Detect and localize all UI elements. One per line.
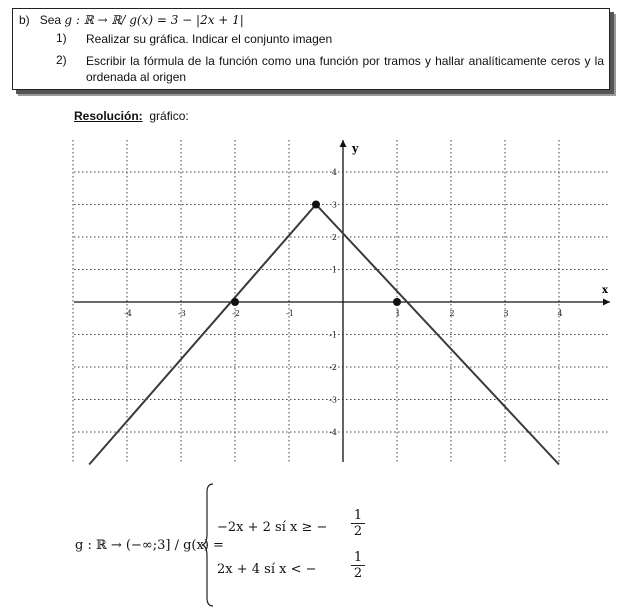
grid-lines (73, 140, 610, 462)
x-axis-label: x (602, 285, 608, 296)
y-axis-arrow (340, 140, 347, 147)
y-tick-label: -3 (329, 395, 337, 405)
resolution-text: gráfico: (149, 109, 189, 123)
case-2-numerator: 1 (353, 550, 363, 565)
y-tick-label: -1 (329, 330, 337, 340)
key-point (312, 201, 320, 209)
item-1-number: 1) (56, 31, 67, 45)
case-2-expression: 2x + 4 sí x < − (217, 562, 317, 577)
y-tick-label: 2 (331, 233, 337, 242)
resolution-label: Resolución: (74, 109, 143, 123)
case-1-fraction (351, 508, 365, 539)
x-tick-label: -2 (232, 309, 240, 318)
case-1-expression: −2x + 2 sí x ≥ − (217, 520, 328, 535)
item-2-text-line2: ordenada al origen (86, 70, 187, 84)
x-tick-label: 4 (557, 309, 563, 318)
graph-points (231, 201, 401, 307)
item-2-number: 2) (56, 53, 67, 67)
x-tick-label: 1 (395, 309, 401, 318)
case-2-denominator: 2 (351, 565, 365, 581)
y-axis-label: y (352, 142, 359, 155)
axes (74, 140, 610, 462)
x-tick-label: -4 (124, 309, 132, 318)
key-point (393, 298, 401, 306)
x-tick-label: -3 (178, 309, 186, 318)
key-point (231, 298, 239, 306)
piecewise-formula (75, 482, 395, 608)
problem-intro: Sea (39, 13, 62, 27)
y-tick-label: 4 (331, 168, 337, 177)
x-tick-label: 2 (449, 309, 455, 318)
x-tick-label: 3 (503, 309, 509, 318)
y-tick-label: -2 (329, 363, 337, 372)
x-axis-arrow (603, 299, 610, 306)
x-tick-label: -1 (286, 309, 294, 318)
y-tick-label: -4 (329, 428, 337, 437)
problem-label: b) (19, 13, 30, 27)
y-tick-label: 3 (331, 200, 337, 210)
item-1-text: Realizar su gráfica. Indicar el conjunto imagen (86, 32, 333, 46)
graph-series (89, 205, 559, 465)
case-2-fraction (351, 550, 365, 581)
left-brace (201, 482, 215, 608)
y-tick-label: 1 (331, 265, 337, 275)
formula-lhs: g : ℝ → (−∞;3] / g(x) = (75, 538, 224, 553)
case-1-numerator: 1 (353, 508, 363, 523)
function-definition: g : ℝ → ℝ/ g(x) = 3 − |2x + 1| (64, 13, 244, 27)
case-1-denominator: 2 (351, 523, 365, 539)
item-2-text-line1: Escribir la fórmula de la función como una función por tramos y hallar analíticamente ceros y la (86, 54, 604, 68)
function-line (89, 205, 559, 465)
